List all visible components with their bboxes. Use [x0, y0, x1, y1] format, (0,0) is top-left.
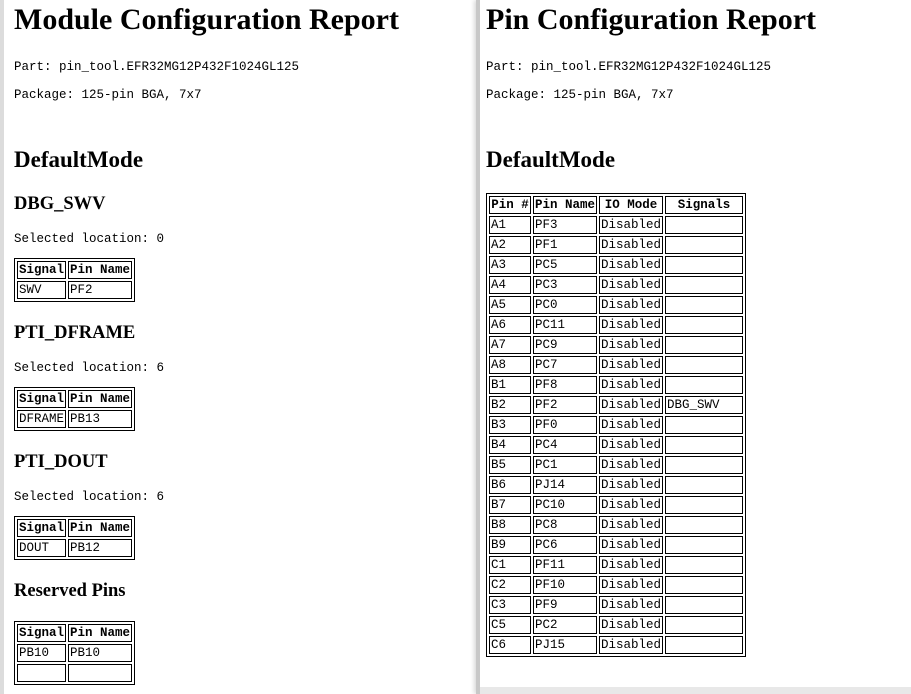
pin-number-cell: A6: [489, 316, 531, 334]
table-row: [489, 476, 743, 494]
pin-name-cell: PC3: [533, 276, 597, 294]
io-mode-cell: Disabled: [601, 398, 662, 412]
table-header-row: [17, 519, 132, 537]
signals-cell: [665, 516, 743, 534]
module-mode-heading: DefaultMode: [14, 147, 144, 172]
pin-name-cell: PF10: [533, 576, 597, 594]
io-mode-cell: Disabled: [601, 258, 662, 272]
pin-number-cell: B8: [489, 516, 531, 534]
module-location-pti-dout: Selected location: 6: [14, 490, 165, 504]
table-row: [17, 644, 132, 662]
pin-name-cell: PC7: [533, 356, 597, 374]
io-mode-cell: Disabled: [601, 298, 662, 312]
pin-cell: PB13: [68, 410, 132, 428]
module-table-dbg-swv: [14, 258, 135, 302]
signals-cell: [665, 576, 743, 594]
table-header-row: [17, 261, 132, 279]
io-mode-cell: Disabled: [601, 338, 662, 352]
pin-number-cell: B1: [489, 376, 531, 394]
signals-header: Signals: [665, 196, 743, 214]
table-row: [489, 236, 743, 254]
signals-cell: [665, 496, 743, 514]
signals-cell: [665, 616, 743, 634]
module-table-pti-dout: [14, 516, 135, 560]
signals-cell: [665, 336, 743, 354]
signal-cell: PB10: [17, 644, 66, 662]
pin-name-cell: PF3: [533, 216, 597, 234]
table-row: [489, 376, 743, 394]
signal-cell: SWV: [17, 281, 66, 299]
pin-name-cell: PF0: [533, 416, 597, 434]
table-row: [489, 216, 743, 234]
signals-cell: [665, 436, 743, 454]
module-table-pti-dframe: [14, 387, 135, 431]
table-row: [489, 556, 743, 574]
module-part-text: Part: pin_tool.EFR32MG12P432F1024GL125: [14, 60, 300, 74]
signal-header: Signal: [19, 626, 65, 640]
module-report-title: Module Configuration Report: [14, 3, 399, 36]
pin-mode-heading: DefaultMode: [486, 147, 616, 172]
pin-number-cell: A8: [489, 356, 531, 374]
signals-cell: [665, 556, 743, 574]
pin-number-cell: B7: [489, 496, 531, 514]
io-mode-cell: Disabled: [601, 358, 662, 372]
module-location-dbg-swv: Selected location: 0: [14, 232, 165, 246]
signal-header: Signal: [19, 521, 65, 535]
signals-cell: [665, 276, 743, 294]
pin-number-cell: C6: [489, 636, 531, 654]
pin-number-cell: A7: [489, 336, 531, 354]
table-header-row: [489, 196, 743, 214]
signals-cell: [665, 296, 743, 314]
table-header-row: [17, 624, 132, 642]
pin-report-pane[interactable]: [476, 0, 911, 694]
reserved-pins-table: [14, 621, 135, 685]
io-mode-cell: Disabled: [601, 578, 662, 592]
pin-name-cell: PF11: [533, 556, 597, 574]
table-row: [489, 396, 743, 414]
module-heading-pti-dframe: PTI_DFRAME: [14, 323, 136, 343]
signal-cell: DOUT: [17, 539, 66, 557]
pin-name-cell: PF2: [533, 396, 597, 414]
pin-number-cell: A2: [489, 236, 531, 254]
pin-package-text: Package: 125-pin BGA, 7x7: [486, 88, 674, 102]
signals-cell: [665, 216, 743, 234]
pin-name-cell: PC11: [533, 316, 597, 334]
pin-name-cell: PC4: [533, 436, 597, 454]
io-mode-cell: Disabled: [601, 538, 662, 552]
io-mode-cell: Disabled: [601, 458, 662, 472]
signals-cell: [665, 636, 743, 654]
io-mode-cell: Disabled: [601, 478, 662, 492]
table-row: [489, 496, 743, 514]
pin-part-text: Part: pin_tool.EFR32MG12P432F1024GL125: [486, 60, 772, 74]
module-package-text: Package: 125-pin BGA, 7x7: [14, 88, 202, 102]
table-row: [489, 636, 743, 654]
pin-number-cell: B2: [489, 396, 531, 414]
table-row: [17, 410, 132, 428]
pin-number-cell: A4: [489, 276, 531, 294]
table-header-row: [17, 390, 132, 408]
signals-cell: [665, 236, 743, 254]
signals-cell: [665, 416, 743, 434]
table-row: [17, 664, 132, 682]
io-mode-cell: Disabled: [601, 638, 662, 652]
pin-number-cell: C1: [489, 556, 531, 574]
pin-name-cell: PF1: [533, 236, 597, 254]
table-row: [489, 356, 743, 374]
io-mode-cell: Disabled: [601, 518, 662, 532]
signals-cell: [665, 596, 743, 614]
table-row: [489, 276, 743, 294]
signal-header: Signal: [19, 263, 65, 277]
pin-name-cell: PC6: [533, 536, 597, 554]
pin-number-cell: A3: [489, 256, 531, 274]
table-row: [489, 576, 743, 594]
table-row: [489, 456, 743, 474]
table-row: [489, 536, 743, 554]
table-row: [489, 436, 743, 454]
io-mode-cell: Disabled: [601, 598, 662, 612]
io-mode-header: IO Mode: [599, 196, 663, 214]
pin-name-header: Pin Name: [70, 521, 131, 535]
pin-name-cell: PC8: [533, 516, 597, 534]
pin-name-header: Pin Name: [70, 263, 131, 277]
pin-name-cell: PJ15: [533, 636, 597, 654]
signal-header: Signal: [19, 392, 65, 406]
table-row: [489, 516, 743, 534]
signal-cell: DFRAME: [19, 412, 65, 426]
signals-cell: DBG_SWV: [665, 396, 743, 414]
signals-cell: [665, 456, 743, 474]
pin-number-cell: C2: [489, 576, 531, 594]
io-mode-cell: Disabled: [601, 418, 662, 432]
pin-name-cell: PC2: [533, 616, 597, 634]
signals-cell: [665, 356, 743, 374]
pin-number-cell: C5: [489, 616, 531, 634]
io-mode-cell: Disabled: [601, 618, 662, 632]
module-heading-dbg-swv: DBG_SWV: [14, 194, 106, 214]
pin-number-header: Pin #: [489, 196, 531, 214]
io-mode-cell: Disabled: [601, 378, 662, 392]
pin-name-cell: PC1: [533, 456, 597, 474]
pin-report-title: Pin Configuration Report: [486, 3, 816, 36]
pin-name-cell: PF9: [533, 596, 597, 614]
pin-name-cell: PC10: [533, 496, 597, 514]
table-row: [489, 336, 743, 354]
module-heading-pti-dout: PTI_DOUT: [14, 452, 108, 472]
pin-number-cell: B9: [489, 536, 531, 554]
signals-cell: [665, 476, 743, 494]
pin-cell: PF2: [68, 281, 132, 299]
signals-cell: [665, 256, 743, 274]
table-row: [17, 281, 132, 299]
table-row: [489, 296, 743, 314]
signals-cell: [665, 376, 743, 394]
pin-number-cell: A5: [489, 296, 531, 314]
table-row: [489, 416, 743, 434]
signal-cell: [17, 664, 66, 682]
io-mode-cell: Disabled: [601, 558, 662, 572]
pin-name-cell: PC0: [533, 296, 597, 314]
table-row: [489, 596, 743, 614]
pin-name-cell: PF8: [533, 376, 597, 394]
io-mode-cell: Disabled: [601, 498, 662, 512]
table-row: [489, 616, 743, 634]
pin-number-cell: B4: [489, 436, 531, 454]
pin-number-cell: A1: [489, 216, 531, 234]
pin-name-header: Pin Name: [70, 392, 131, 406]
table-row: [489, 316, 743, 334]
module-location-pti-dframe: Selected location: 6: [14, 361, 165, 375]
pin-cell: PB10: [68, 644, 132, 662]
pin-cell: PB12: [68, 539, 132, 557]
table-row: [17, 539, 132, 557]
signals-cell: [665, 316, 743, 334]
pin-name-cell: PC9: [533, 336, 597, 354]
io-mode-cell: Disabled: [601, 318, 662, 332]
reserved-pins-heading: Reserved Pins: [14, 581, 126, 601]
pin-cell: [68, 664, 132, 682]
io-mode-cell: Disabled: [601, 238, 662, 252]
pin-number-cell: B5: [489, 456, 531, 474]
table-row: [489, 256, 743, 274]
io-mode-cell: Disabled: [601, 278, 662, 292]
pin-table: [486, 193, 746, 657]
signals-cell: [665, 536, 743, 554]
pin-number-cell: B6: [489, 476, 531, 494]
pin-number-cell: C3: [489, 596, 531, 614]
pin-name-header: Pin Name: [535, 198, 596, 212]
pin-name-cell: PJ14: [533, 476, 597, 494]
pin-name-header: Pin Name: [70, 626, 131, 640]
io-mode-cell: Disabled: [601, 218, 662, 232]
io-mode-cell: Disabled: [601, 438, 662, 452]
pin-name-cell: PC5: [533, 256, 597, 274]
pin-number-cell: B3: [489, 416, 531, 434]
